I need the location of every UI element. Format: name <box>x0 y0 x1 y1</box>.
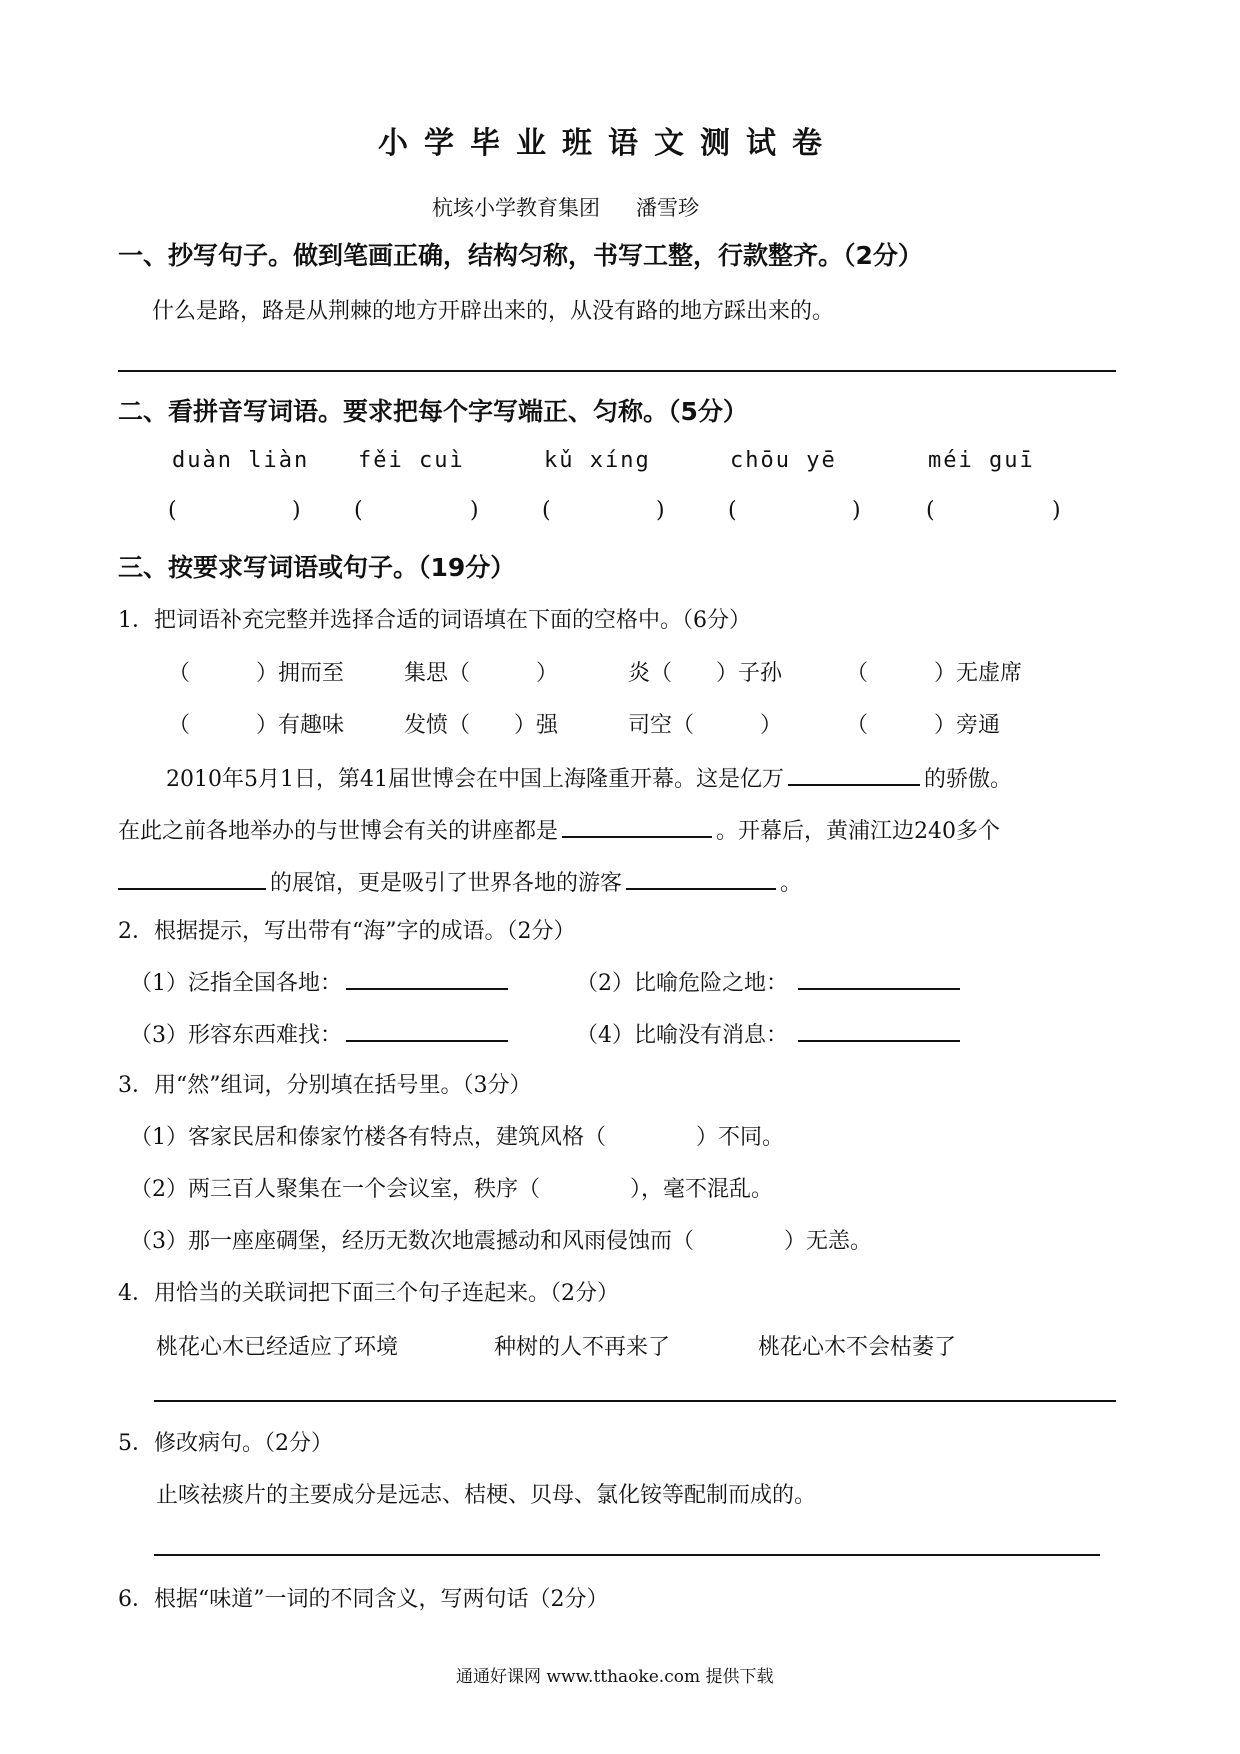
answer-line[interactable] <box>118 370 1116 372</box>
q1-text: 的骄傲。 <box>923 767 1012 792</box>
q1-prompt: 1．把词语补充完整并选择合适的词语填在下面的空格中。（6分） <box>118 608 751 633</box>
fill-blank[interactable] <box>788 762 920 786</box>
paren-close: ) <box>470 498 479 523</box>
subtitle-author: 潘雪珍 <box>636 196 699 220</box>
q1-paragraph-line3 <box>118 866 802 897</box>
pinyin-4: chōu yē <box>730 448 837 473</box>
q2-item-label: （1）泛指全国各地： <box>130 971 342 996</box>
subtitle-org: 杭垓小学教育集团 <box>432 196 600 220</box>
q4-prompt: 4．用恰当的关联词把下面三个句子连起来。（2分） <box>118 1281 619 1306</box>
q3-text: ）无恙。 <box>784 1229 873 1254</box>
fill-blank[interactable] <box>562 814 712 838</box>
q2-item-label: （2）比喻危险之地： <box>576 971 788 996</box>
q1-text: 的展馆，更是吸引了世界各地的游客 <box>270 871 623 896</box>
q1-word: 司空（ ） <box>628 713 783 738</box>
pinyin-2: fěi cuì <box>358 448 465 473</box>
paren-close: ) <box>292 498 301 523</box>
q5-sentence: 止咳祛痰片的主要成分是远志、桔梗、贝母、氯化铵等配制而成的。 <box>156 1483 817 1508</box>
q2-prompt: 2．根据提示，写出带有“海”字的成语。（2分） <box>118 919 576 944</box>
paren-open: ( <box>926 498 935 523</box>
fill-blank[interactable] <box>118 866 266 890</box>
q1-paragraph-line1 <box>166 762 1012 793</box>
q1-word: （ ）有趣味 <box>168 713 345 738</box>
q3-text: （1）客家民居和傣家竹楼各有特点，建筑风格（ <box>130 1125 606 1150</box>
q2-item <box>130 1018 512 1049</box>
q3-text: （3）那一座座碉堡，经历无数次地震撼动和风雨侵蚀而（ <box>130 1229 694 1254</box>
q4-part: 桃花心木不会枯萎了 <box>758 1335 957 1360</box>
fill-blank[interactable] <box>626 866 776 890</box>
q3-sentence <box>130 1224 872 1255</box>
fill-blank[interactable] <box>798 1018 960 1042</box>
q1-word: （ ）拥而至 <box>168 661 345 686</box>
q2-item <box>130 966 512 997</box>
q1-word: 炎（ ）子孙 <box>628 661 783 686</box>
q3-prompt: 3．用“然”组词，分别填在括号里。（3分） <box>118 1073 532 1098</box>
section1-heading: 一、抄写句子。做到笔画正确，结构匀称，书写工整，行款整齐。（2分） <box>118 241 923 270</box>
q3-sentence <box>130 1120 784 1151</box>
paren-open: ( <box>354 498 363 523</box>
page-title: 小学毕业班语文测试卷 <box>378 126 838 161</box>
q6-prompt: 6．根据“味道”一词的不同含义，写两句话（2分） <box>118 1587 609 1612</box>
paren-open: ( <box>542 498 551 523</box>
q3-sentence <box>130 1172 773 1203</box>
q3-text: ）不同。 <box>696 1125 785 1150</box>
q1-word: 发愤（ ）强 <box>404 713 559 738</box>
pinyin-3: kǔ xíng <box>544 448 651 473</box>
paren-open: ( <box>168 498 177 523</box>
pinyin-5: méi guī <box>928 448 1035 473</box>
q4-part: 桃花心木已经适应了环境 <box>156 1335 399 1360</box>
fill-blank[interactable] <box>346 966 508 990</box>
q3-text: ），毫不混乱。 <box>630 1177 774 1202</box>
section1-sentence: 什么是路，路是从荆棘的地方开辟出来的，从没有路的地方踩出来的。 <box>152 299 835 324</box>
paren-close: ) <box>1052 498 1061 523</box>
q3-text: （2）两三百人聚集在一个会议室，秩序（ <box>130 1177 540 1202</box>
fill-blank[interactable] <box>346 1018 508 1042</box>
q5-prompt: 5．修改病句。（2分） <box>118 1431 333 1456</box>
q2-item <box>576 1018 964 1049</box>
paren-close: ) <box>656 498 665 523</box>
fill-blank[interactable] <box>798 966 960 990</box>
q1-paragraph-line2 <box>118 814 1000 845</box>
paren-close: ) <box>852 498 861 523</box>
q2-item-label: （4）比喻没有消息： <box>576 1023 788 1048</box>
q4-part: 种树的人不再来了 <box>494 1335 671 1360</box>
q1-word: 集思（ ） <box>404 661 559 686</box>
q1-text: 。 <box>780 871 803 896</box>
answer-line[interactable] <box>154 1554 1100 1556</box>
paren-open: ( <box>728 498 737 523</box>
section3-heading: 三、按要求写词语或句子。（19分） <box>118 553 516 582</box>
q1-text: 在此之前各地举办的与世博会有关的讲座都是 <box>118 819 559 844</box>
footer-text: 通通好课网 www.tthaoke.com 提供下载 <box>456 1667 774 1687</box>
q1-text: 2010年5月1日，第41届世博会在中国上海隆重开幕。这是亿万 <box>166 767 784 792</box>
answer-line[interactable] <box>154 1400 1116 1402</box>
q2-item-label: （3）形容东西难找： <box>130 1023 342 1048</box>
q2-item <box>576 966 964 997</box>
pinyin-1: duàn liàn <box>172 448 310 473</box>
q1-word: （ ）旁通 <box>846 713 1001 738</box>
q1-text: 。开幕后，黄浦江边240多个 <box>716 819 1001 844</box>
q1-word: （ ）无虚席 <box>846 661 1023 686</box>
section2-heading: 二、看拼音写词语。要求把每个字写端正、匀称。（5分） <box>118 397 748 426</box>
